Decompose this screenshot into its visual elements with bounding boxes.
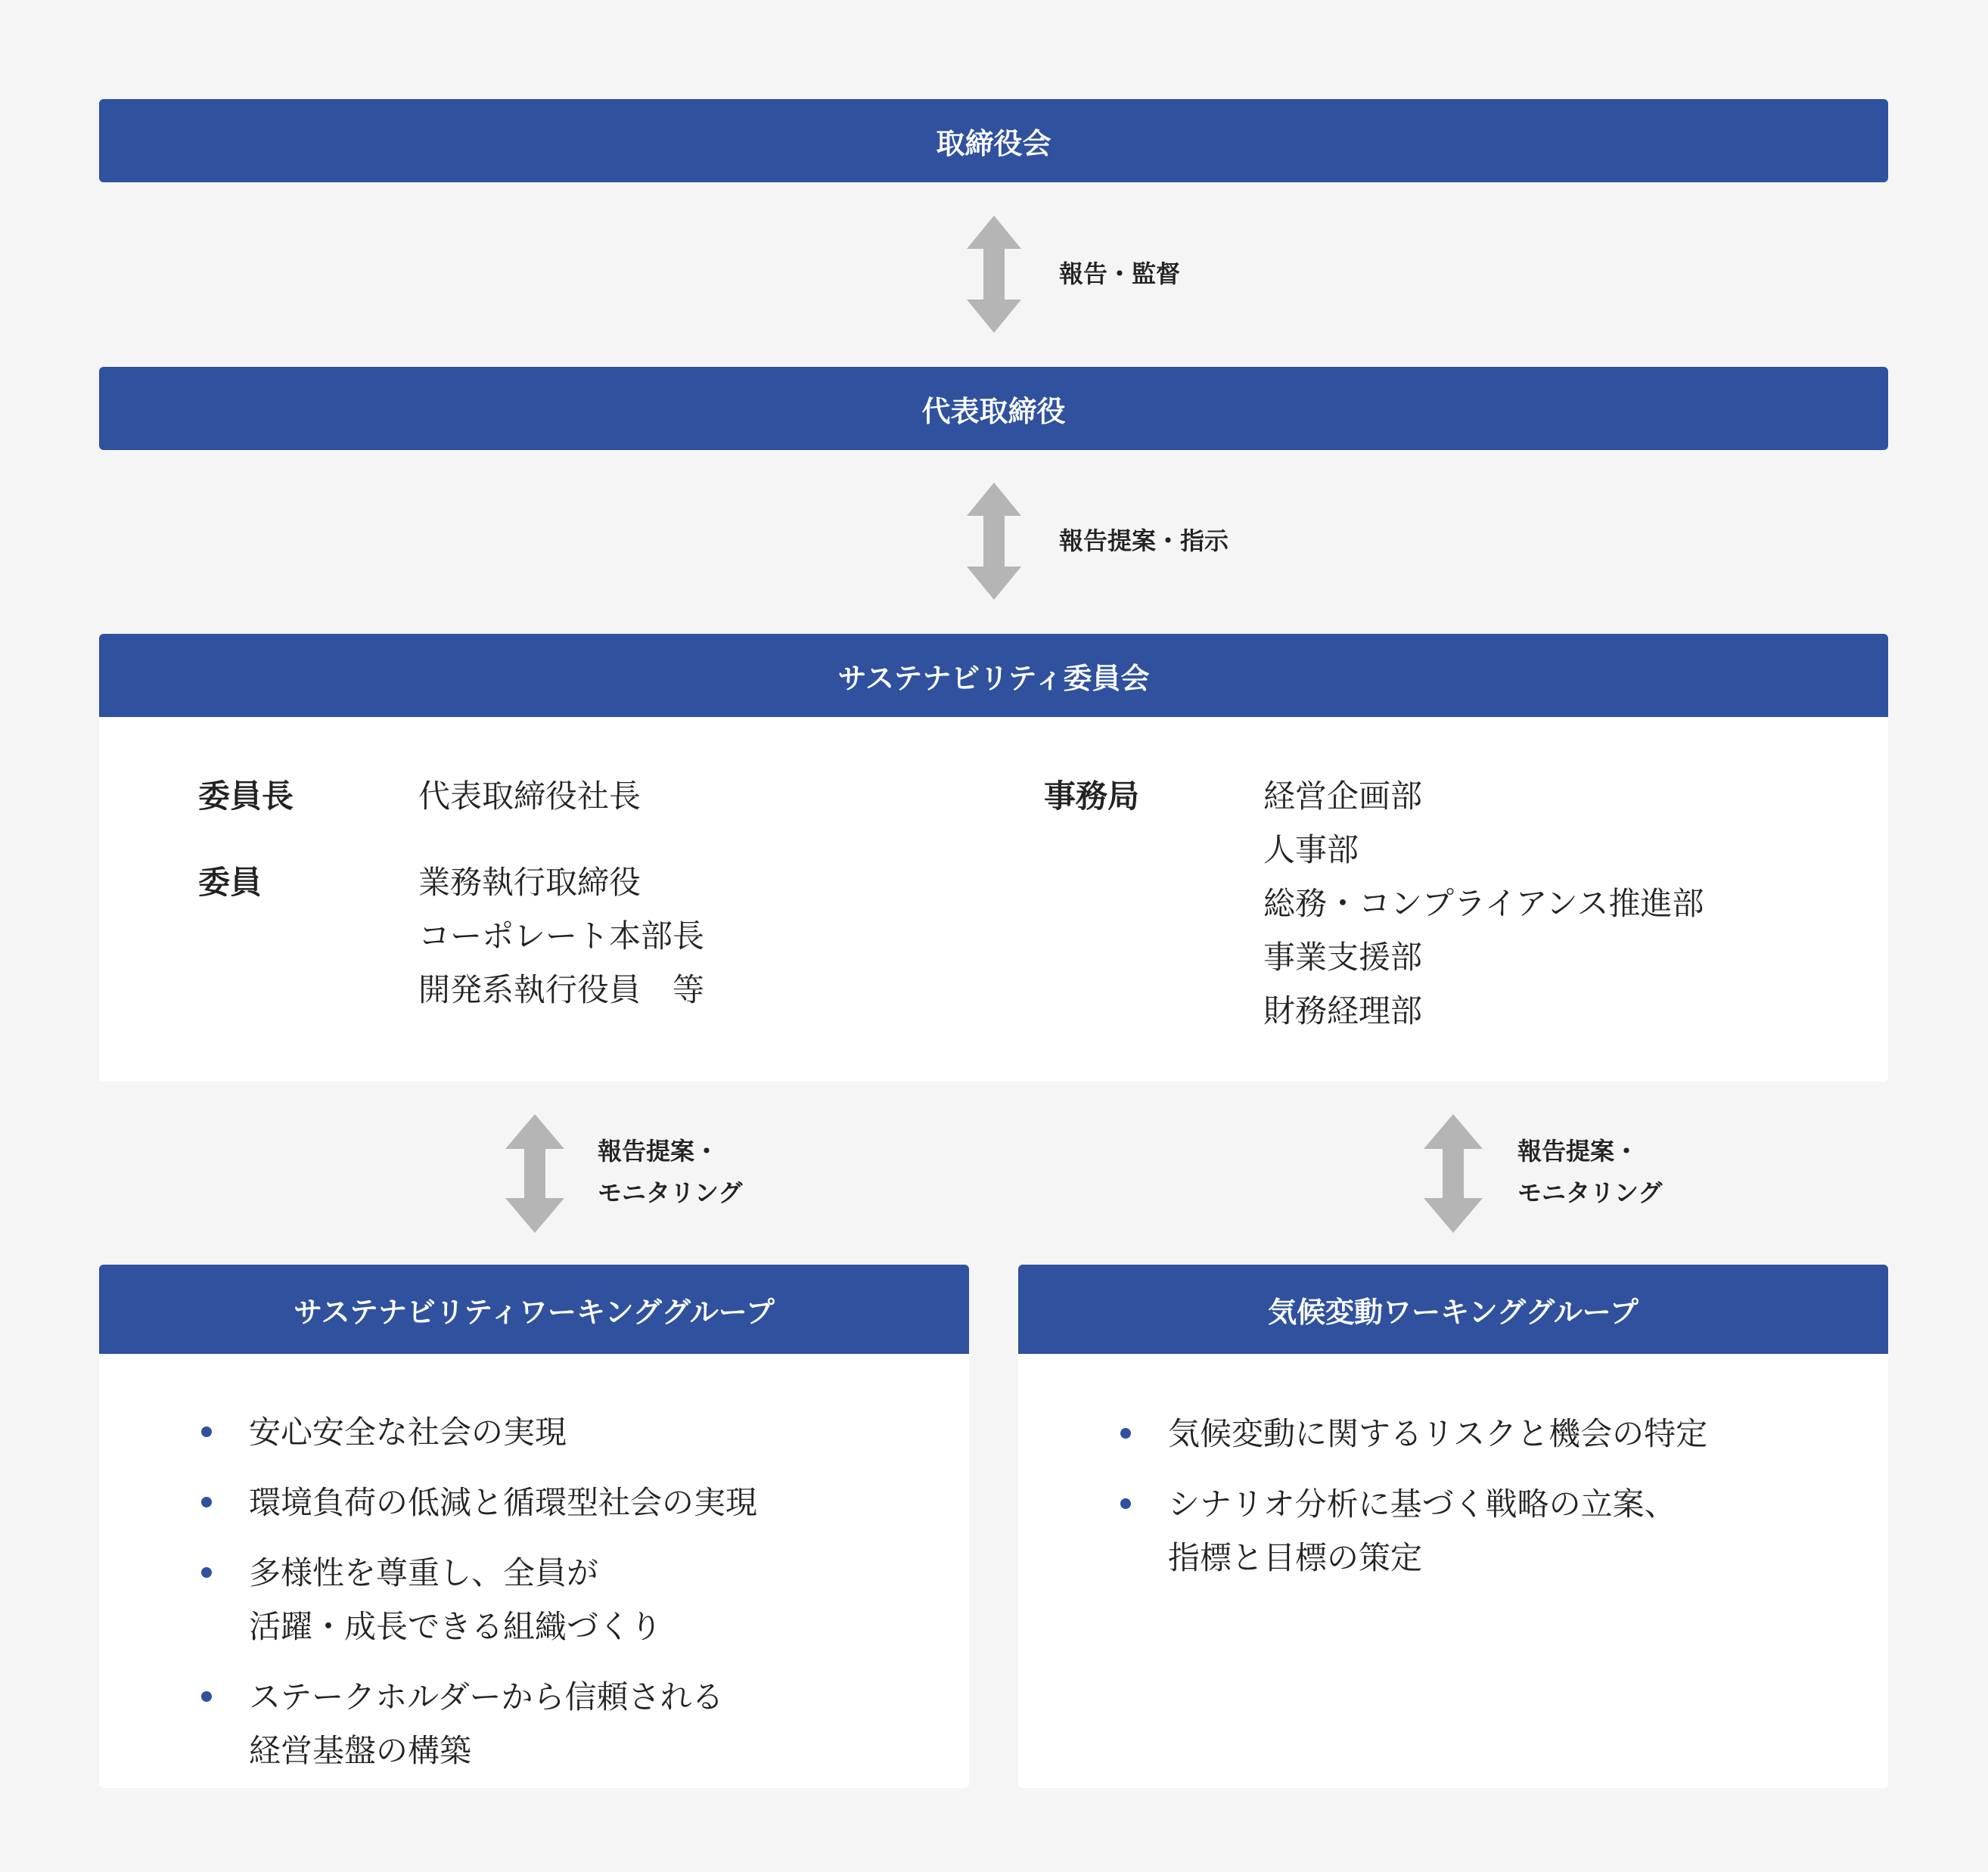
arrow-label-board-ceo: 報告・監督 — [1059, 259, 1181, 288]
arrow-label-left: 報告提案・ モニタリング — [598, 1137, 743, 1207]
ceo-box — [99, 367, 1888, 450]
list-item: 多様性を尊重し、全員が 活躍・成長できる組織づくり — [99, 1546, 757, 1653]
member-item: 業務執行取締役 — [418, 864, 641, 901]
list-item: 安心安全な社会の実現 — [99, 1405, 757, 1459]
committee-title: サステナビリティ委員会 — [837, 661, 1150, 695]
bullet-dot-icon — [201, 1567, 212, 1578]
secretariat-item: 事業支援部 — [1263, 939, 1423, 976]
list-item: ステークホルダーから信頼される 経営基盤の構築 — [99, 1670, 757, 1777]
bullet-dot-icon — [1120, 1428, 1131, 1439]
sustainability-wg-panel — [99, 1265, 969, 1788]
double-arrow-icon — [505, 1114, 564, 1233]
members-label: 委員 — [198, 864, 262, 901]
list-item: 環境負荷の低減と循環型社会の実現 — [99, 1476, 757, 1529]
bullet-dot-icon — [201, 1497, 212, 1507]
committee-header — [99, 634, 1888, 717]
double-arrow-icon — [1424, 1114, 1483, 1233]
climate-wg-list — [1018, 1407, 1707, 1601]
member-item: コーポレート本部長 — [418, 917, 705, 955]
members-list — [418, 855, 704, 1017]
secretariat-label: 事務局 — [1044, 778, 1140, 815]
secretariat-item: 財務経理部 — [1263, 992, 1423, 1029]
sustainability-wg-title: サステナビリティワーキンググループ — [294, 1295, 775, 1329]
sustainability-wg-header — [99, 1265, 969, 1354]
bullet-dot-icon — [201, 1427, 212, 1437]
chair-value: 代表取締役社長 — [418, 778, 641, 815]
secretariat-list — [1263, 769, 1704, 1038]
bullet-dot-icon — [1120, 1498, 1131, 1509]
board-box — [99, 99, 1888, 182]
ceo-title: 代表取締役 — [921, 394, 1066, 428]
chair-label: 委員長 — [198, 778, 294, 815]
secretariat-item: 経営企画部 — [1263, 778, 1423, 815]
climate-wg-header — [1018, 1265, 1888, 1354]
arrow-label-ceo-committee: 報告提案・指示 — [1059, 526, 1229, 555]
list-item: シナリオ分析に基づく戦略の立案、 指標と目標の策定 — [1018, 1477, 1707, 1585]
double-arrow-icon — [967, 483, 1021, 600]
list-item: 気候変動に関するリスクと機会の特定 — [1018, 1407, 1707, 1461]
bullet-dot-icon — [201, 1691, 212, 1702]
arrow-label-right: 報告提案・ モニタリング — [1517, 1137, 1663, 1207]
member-item: 開発系執行役員 等 — [418, 971, 705, 1008]
secretariat-item: 人事部 — [1263, 831, 1359, 868]
climate-wg-title: 気候変動ワーキンググループ — [1268, 1295, 1639, 1329]
climate-wg-panel — [1018, 1265, 1888, 1788]
double-arrow-icon — [967, 216, 1021, 333]
sustainability-wg-list — [99, 1405, 757, 1794]
secretariat-item: 総務・コンプライアンス推進部 — [1263, 885, 1704, 922]
board-title: 取締役会 — [936, 126, 1051, 160]
